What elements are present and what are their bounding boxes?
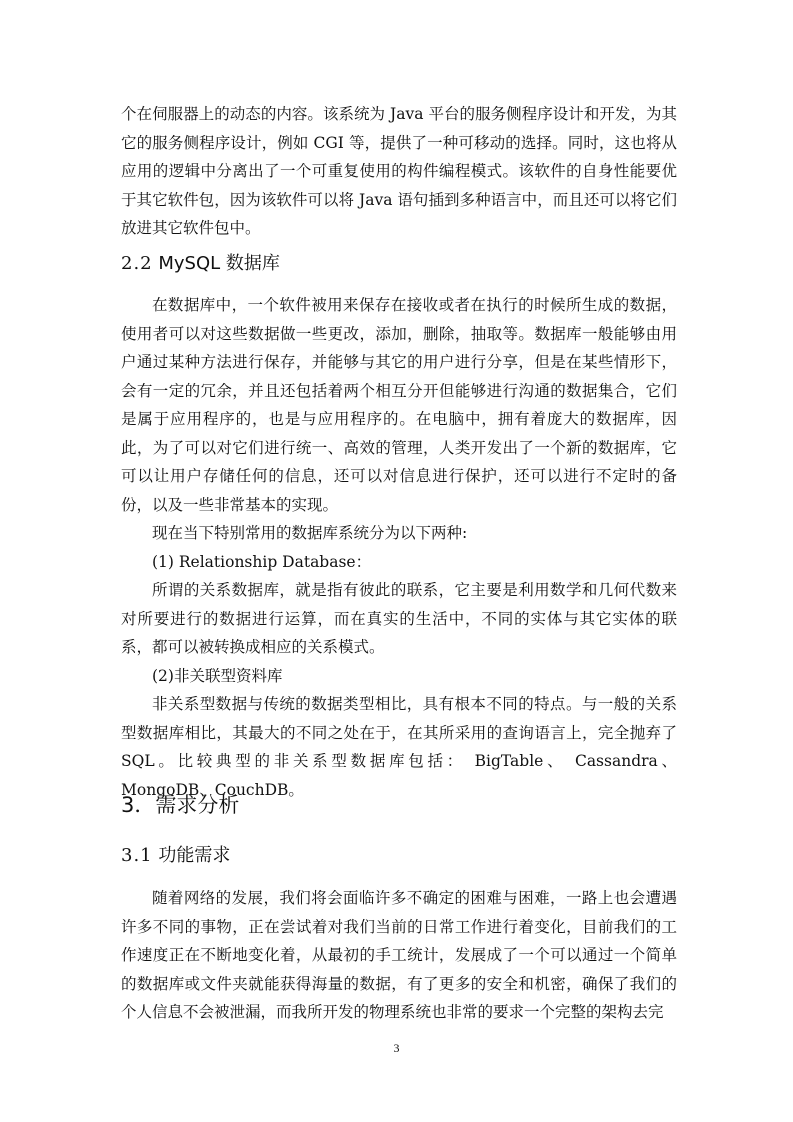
section-2-2-heading	[121, 251, 280, 277]
page-number: 3	[393, 1041, 400, 1055]
section-3-title: ．需求分析	[134, 793, 240, 817]
section-3-1-body	[121, 884, 677, 1027]
paragraph: 随着网络的发展，我们将会面临许多不确定的困难与困难，一路上也会遭遇许多不同的事物，正在尝试着对我们当前的日常工作进行着变化，目前我们的工作速度正在不断地变化着，从最初的手工统计，发展成了一个可以通过一个简单的数据库或文件夹就能获得海量的数据，有了更多的安全和机密，确保了我们的个人信息不会被泄漏，而我所开发的物理系统也非常的要求一个完整的架构去完	[121, 889, 677, 1021]
section-2-2-title: MySQL 数据库	[158, 253, 280, 274]
list-item-heading: (2)非关联型资料库	[152, 666, 283, 685]
section-3-number: 3	[121, 793, 135, 817]
section-3-1-number: 3.1	[121, 845, 153, 866]
section-3-heading	[121, 790, 239, 820]
section-3-1-title: 功能需求	[158, 845, 231, 866]
section-2-2-number: 2.2	[121, 253, 153, 274]
intro-paragraph: 个在伺服器上的动态的内容。该系统为 Java 平台的服务侧程序设计和开发，为其它的服务侧程序设计，例如 CGI 等，提供了一种可移动的选择。同时，这也将从应用的逻辑中分离出了一个可重复使用的构件编程模式。该软件的自身性能要优于其它软件包，因为该软件可以将 Java 语句插到多种语言中，而且还可以将它们放进其它软件包中。	[121, 105, 677, 237]
paragraph: 非关系型数据与传统的数据类型相比，具有根本不同的特点。与一般的关系型数据库相比，其最大的不同之处在于，在其所采用的查询语言上，完全抛弃了 SQL。比较典型的非关系型数据库包括： BigTable、 Cassandra、 MongoDB、CouchDB。	[121, 695, 677, 799]
section-2-2-body	[121, 291, 677, 804]
section-3-1-heading	[121, 843, 230, 869]
paragraph: 在数据库中，一个软件被用来保存在接收或者在执行的时候所生成的数据，使用者可以对这些数据做一些更改，添加，删除，抽取等。数据库一般能够由用户通过某种方法进行保存，并能够与其它的用户进行分享，但是在某些情形下，会有一定的冗余，并且还包括着两个相互分开但能够进行沟通的数据集合，它们是属于应用程序的，也是与应用程序的。在电脑中，拥有着庞大的数据库，因此，为了可以对它们进行统一、高效的管理，人类开发出了一个新的数据库，它可以让用户存储任何的信息，还可以对信息进行保护，还可以进行不定时的备份，以及一些非常基本的实现。	[121, 296, 677, 514]
list-item-heading: (1) Relationship Database：	[152, 552, 372, 571]
paragraph: 所谓的关系数据库，就是指有彼此的联系，它主要是利用数学和几何代数来对所要进行的数据进行运算，而在真实的生活中，不同的实体与其它实体的联系，都可以被转换成相应的关系模式。	[121, 581, 677, 656]
paragraph: 现在当下特别常用的数据库系统分为以下两种:	[152, 524, 468, 542]
